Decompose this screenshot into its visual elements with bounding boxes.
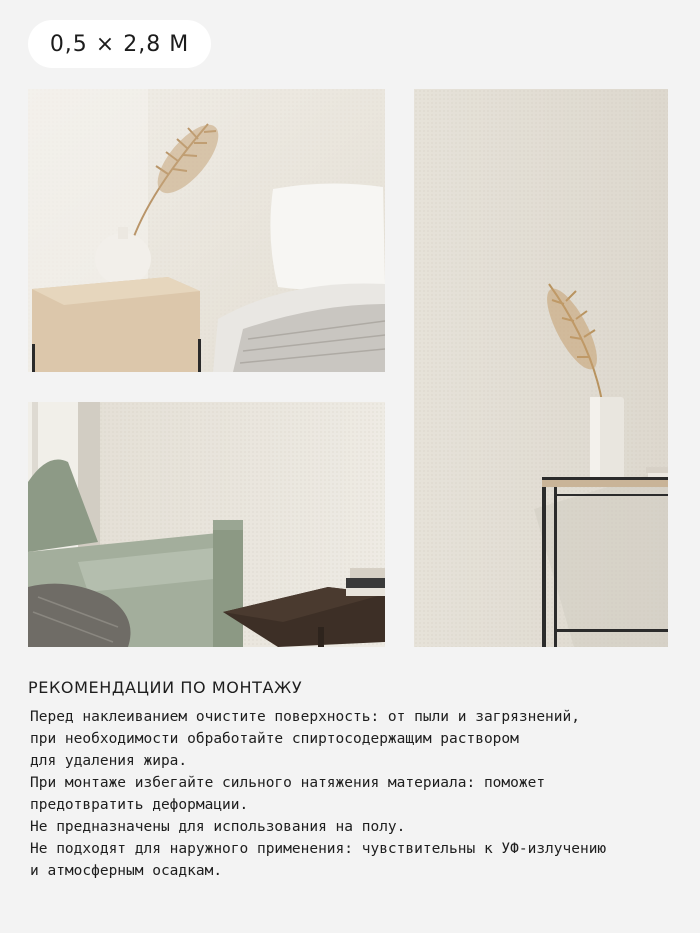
instruction-line: и атмосферным осадкам. — [30, 863, 223, 879]
bedroom-interior-photo — [28, 89, 385, 372]
size-label: 0,5 × 2,8 М — [49, 31, 190, 57]
instruction-line: Не подходят для наружного применения: чувствительны к УФ-излучению — [30, 841, 607, 857]
instruction-line: При монтаже избегайте сильного натяжения материала: поможет — [30, 775, 546, 791]
instruction-line: Перед наклеиванием очистите поверхность: от пыли и загрязнений, — [30, 709, 580, 725]
instruction-line: предотвратить деформации. — [30, 797, 249, 813]
installation-recommendations-title: РЕКОМЕНДАЦИИ ПО МОНТАЖУ — [28, 678, 303, 697]
living-room-interior-photo — [28, 402, 385, 647]
instruction-line: при необходимости обработайте спиртосодержащим раствором — [30, 731, 519, 747]
console-table-interior-photo — [414, 89, 668, 647]
size-badge — [28, 20, 211, 68]
installation-instructions — [30, 706, 680, 882]
instruction-line: для удаления жира. — [30, 753, 188, 769]
instruction-line: Не предназначены для использования на полу. — [30, 819, 406, 835]
